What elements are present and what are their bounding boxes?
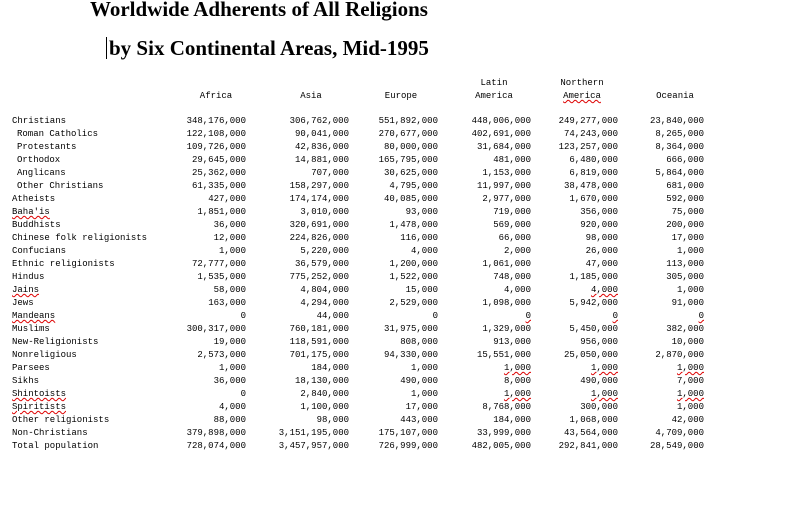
table-cell: 300,317,000 bbox=[186, 324, 246, 334]
table-cell: 58,000 bbox=[213, 285, 246, 295]
table-cell: 270,677,000 bbox=[378, 129, 438, 139]
table-cell: 25,050,000 bbox=[563, 350, 618, 360]
table-cell: 91,000 bbox=[671, 298, 704, 308]
table-cell: 1,000 bbox=[503, 363, 531, 373]
table-cell: 4,795,000 bbox=[389, 181, 438, 191]
table-cell: 29,645,000 bbox=[191, 155, 246, 165]
table-cell: 66,000 bbox=[498, 233, 531, 243]
table-cell: 666,000 bbox=[666, 155, 704, 165]
table-cell: 90,041,000 bbox=[294, 129, 349, 139]
table-cell: 1,200,000 bbox=[389, 259, 438, 269]
table-cell: 2,840,000 bbox=[300, 389, 349, 399]
row-label: New-Religionists bbox=[12, 337, 99, 347]
table-cell: 356,000 bbox=[580, 207, 618, 217]
table-cell: 44,000 bbox=[316, 311, 349, 321]
table-cell: 4,000 bbox=[218, 402, 246, 412]
table-cell: 1,153,000 bbox=[482, 168, 531, 178]
table-cell: 3,457,957,000 bbox=[278, 441, 349, 451]
subtitle-text: by Six Continental Areas, Mid-1995 bbox=[109, 36, 429, 60]
row-label: Christians bbox=[12, 116, 67, 126]
row-label: Jews bbox=[12, 298, 34, 308]
table-cell: 5,450,000 bbox=[569, 324, 618, 334]
table-row bbox=[12, 115, 704, 128]
row-label: Orthodox bbox=[17, 155, 61, 165]
row-label: Other Christians bbox=[17, 181, 104, 191]
table-cell: 1,329,000 bbox=[482, 324, 531, 334]
table-cell: 320,691,000 bbox=[289, 220, 349, 230]
table-cell: 40,085,000 bbox=[383, 194, 438, 204]
row-label: Confucians bbox=[12, 246, 67, 256]
table-row bbox=[12, 193, 704, 206]
table-cell: 23,840,000 bbox=[649, 116, 704, 126]
table-cell: 5,864,000 bbox=[655, 168, 704, 178]
table-cell: 38,478,000 bbox=[563, 181, 618, 191]
table-cell: 1,535,000 bbox=[197, 272, 246, 282]
table-cell: 4,804,000 bbox=[300, 285, 349, 295]
table-cell: 11,997,000 bbox=[476, 181, 531, 191]
table-cell: 6,480,000 bbox=[569, 155, 618, 165]
table-cell: 1,000 bbox=[218, 246, 246, 256]
table-cell: 98,000 bbox=[316, 415, 349, 425]
table-row bbox=[12, 401, 704, 414]
row-label: Ethnic religionists bbox=[12, 259, 115, 269]
table-cell: 14,881,000 bbox=[294, 155, 349, 165]
table-cell: 93,000 bbox=[405, 207, 438, 217]
table-cell: 1,000 bbox=[676, 363, 704, 373]
table-cell: 30,625,000 bbox=[383, 168, 438, 178]
row-label: Roman Catholics bbox=[17, 129, 99, 139]
table-cell: 8,364,000 bbox=[655, 142, 704, 152]
table-cell: 448,006,000 bbox=[471, 116, 531, 126]
col-header-oceania: Oceania bbox=[656, 91, 694, 101]
table-cell: 292,841,000 bbox=[558, 441, 618, 451]
table-cell: 1,100,000 bbox=[300, 402, 349, 412]
table-cell: 113,000 bbox=[666, 259, 704, 269]
col-header-europe: Europe bbox=[384, 91, 418, 101]
table-cell: 123,257,000 bbox=[558, 142, 618, 152]
table-row bbox=[12, 440, 704, 453]
table-cell: 2,977,000 bbox=[482, 194, 531, 204]
table-cell: 1,670,000 bbox=[569, 194, 618, 204]
table-cell: 42,836,000 bbox=[294, 142, 349, 152]
table-row bbox=[12, 128, 704, 141]
table-cell: 15,000 bbox=[405, 285, 438, 295]
table-cell: 760,181,000 bbox=[289, 324, 349, 334]
table-cell: 36,000 bbox=[213, 376, 246, 386]
table-row bbox=[12, 336, 704, 349]
table-row bbox=[12, 284, 704, 297]
table-cell: 443,000 bbox=[400, 415, 438, 425]
table-cell: 36,579,000 bbox=[294, 259, 349, 269]
table-cell: 348,176,000 bbox=[186, 116, 246, 126]
table-cell: 18,130,000 bbox=[294, 376, 349, 386]
table-cell: 249,277,000 bbox=[558, 116, 618, 126]
table-cell: 163,000 bbox=[208, 298, 246, 308]
table-cell: 43,564,000 bbox=[563, 428, 618, 438]
table-cell: 1,851,000 bbox=[197, 207, 246, 217]
table-row bbox=[12, 388, 704, 401]
table-row bbox=[12, 414, 704, 427]
table-cell: 28,549,000 bbox=[649, 441, 704, 451]
col-header-northern-america: Northern America bbox=[560, 78, 604, 101]
row-label: Anglicans bbox=[17, 168, 66, 178]
table-cell: 3,010,000 bbox=[300, 207, 349, 217]
row-label: Parsees bbox=[12, 363, 50, 373]
table-cell: 748,000 bbox=[493, 272, 531, 282]
table-cell: 175,107,000 bbox=[378, 428, 438, 438]
table-cell: 379,898,000 bbox=[186, 428, 246, 438]
table-cell: 681,000 bbox=[666, 181, 704, 191]
table-cell: 1,000 bbox=[676, 389, 704, 399]
row-label: Nonreligious bbox=[12, 350, 77, 360]
table-row bbox=[12, 310, 704, 323]
table-cell: 1,000 bbox=[218, 363, 246, 373]
table-cell: 4,000 bbox=[503, 285, 531, 295]
table-cell: 72,777,000 bbox=[191, 259, 246, 269]
table-cell: 1,000 bbox=[676, 285, 704, 295]
table-cell: 0 bbox=[612, 311, 618, 321]
col-header-latin-america: Latin America bbox=[475, 78, 513, 101]
religions-table bbox=[12, 115, 704, 453]
row-label: Muslims bbox=[12, 324, 50, 334]
table-cell: 707,000 bbox=[311, 168, 349, 178]
row-label: Mandeans bbox=[12, 311, 56, 321]
table-cell: 490,000 bbox=[580, 376, 618, 386]
table-cell: 1,061,000 bbox=[482, 259, 531, 269]
table-cell: 4,294,000 bbox=[300, 298, 349, 308]
table-cell: 8,768,000 bbox=[482, 402, 531, 412]
table-cell: 174,174,000 bbox=[289, 194, 349, 204]
page-title: Worldwide Adherents of All Religions bbox=[90, 0, 428, 21]
table-cell: 0 bbox=[432, 311, 438, 321]
table-cell: 427,000 bbox=[208, 194, 246, 204]
table-cell: 12,000 bbox=[213, 233, 246, 243]
table-cell: 61,335,000 bbox=[191, 181, 246, 191]
table-row bbox=[12, 349, 704, 362]
table-cell: 88,000 bbox=[213, 415, 246, 425]
table-cell: 1,068,000 bbox=[569, 415, 618, 425]
page-subtitle bbox=[106, 36, 429, 61]
table-cell: 19,000 bbox=[213, 337, 246, 347]
table-cell: 6,819,000 bbox=[569, 168, 618, 178]
table-cell: 1,000 bbox=[410, 363, 438, 373]
row-label: Buddhists bbox=[12, 220, 61, 230]
table-cell: 956,000 bbox=[580, 337, 618, 347]
table-cell: 10,000 bbox=[671, 337, 704, 347]
table-cell: 26,000 bbox=[585, 246, 618, 256]
table-cell: 1,098,000 bbox=[482, 298, 531, 308]
table-row bbox=[12, 206, 704, 219]
table-row bbox=[12, 154, 704, 167]
table-cell: 36,000 bbox=[213, 220, 246, 230]
table-cell: 305,000 bbox=[666, 272, 704, 282]
table-row bbox=[12, 219, 704, 232]
table-cell: 808,000 bbox=[400, 337, 438, 347]
table-cell: 4,000 bbox=[410, 246, 438, 256]
table-cell: 1,000 bbox=[676, 402, 704, 412]
table-cell: 1,522,000 bbox=[389, 272, 438, 282]
table-cell: 8,265,000 bbox=[655, 129, 704, 139]
table-cell: 1,000 bbox=[503, 389, 531, 399]
row-label: Total population bbox=[12, 441, 99, 451]
table-cell: 719,000 bbox=[493, 207, 531, 217]
row-label: Protestants bbox=[17, 142, 77, 152]
row-label: Non-Christians bbox=[12, 428, 88, 438]
table-cell: 569,000 bbox=[493, 220, 531, 230]
row-label: Sikhs bbox=[12, 376, 40, 386]
table-cell: 109,726,000 bbox=[186, 142, 246, 152]
table-cell: 4,709,000 bbox=[655, 428, 704, 438]
table-cell: 74,243,000 bbox=[563, 129, 618, 139]
table-cell: 7,000 bbox=[676, 376, 704, 386]
table-row bbox=[12, 245, 704, 258]
table-cell: 551,892,000 bbox=[378, 116, 438, 126]
table-cell: 42,000 bbox=[671, 415, 704, 425]
table-row bbox=[12, 375, 704, 388]
table-cell: 701,175,000 bbox=[289, 350, 349, 360]
row-label: Other religionists bbox=[12, 415, 110, 425]
table-cell: 1,000 bbox=[676, 246, 704, 256]
table-cell: 592,000 bbox=[666, 194, 704, 204]
table-cell: 25,362,000 bbox=[191, 168, 246, 178]
table-cell: 31,684,000 bbox=[476, 142, 531, 152]
table-row bbox=[12, 180, 704, 193]
table-cell: 165,795,000 bbox=[378, 155, 438, 165]
table-cell: 1,000 bbox=[590, 363, 618, 373]
table-cell: 200,000 bbox=[666, 220, 704, 230]
table-cell: 8,000 bbox=[503, 376, 531, 386]
table-cell: 15,551,000 bbox=[476, 350, 531, 360]
table-row bbox=[12, 167, 704, 180]
row-label: Chinese folk religionists bbox=[12, 233, 148, 243]
col-header-asia: Asia bbox=[300, 91, 322, 101]
table-cell: 1,000 bbox=[410, 389, 438, 399]
table-cell: 2,529,000 bbox=[389, 298, 438, 308]
table-cell: 116,000 bbox=[400, 233, 438, 243]
text-cursor bbox=[106, 37, 107, 59]
table-cell: 2,573,000 bbox=[197, 350, 246, 360]
table-cell: 728,074,000 bbox=[186, 441, 246, 451]
row-label: Shintoists bbox=[12, 389, 67, 399]
table-cell: 4,000 bbox=[590, 285, 618, 295]
col-header-africa: Africa bbox=[199, 91, 233, 101]
table-cell: 5,942,000 bbox=[569, 298, 618, 308]
table-cell: 118,591,000 bbox=[289, 337, 349, 347]
table-cell: 481,000 bbox=[493, 155, 531, 165]
table-cell: 184,000 bbox=[493, 415, 531, 425]
table-row bbox=[12, 271, 704, 284]
table-cell: 382,000 bbox=[666, 324, 704, 334]
table-cell: 913,000 bbox=[493, 337, 531, 347]
table-cell: 2,000 bbox=[503, 246, 531, 256]
table-cell: 94,330,000 bbox=[383, 350, 438, 360]
table-cell: 490,000 bbox=[400, 376, 438, 386]
table-cell: 122,108,000 bbox=[186, 129, 246, 139]
row-label: Hindus bbox=[12, 272, 45, 282]
table-row bbox=[12, 427, 704, 440]
table-cell: 402,691,000 bbox=[471, 129, 531, 139]
table-cell: 920,000 bbox=[580, 220, 618, 230]
table-row bbox=[12, 258, 704, 271]
table-cell: 0 bbox=[698, 311, 704, 321]
table-cell: 33,999,000 bbox=[476, 428, 531, 438]
table-cell: 482,005,000 bbox=[471, 441, 531, 451]
table-cell: 0 bbox=[240, 389, 246, 399]
table-cell: 17,000 bbox=[405, 402, 438, 412]
table-cell: 5,220,000 bbox=[300, 246, 349, 256]
table-row bbox=[12, 362, 704, 375]
table-cell: 0 bbox=[525, 311, 531, 321]
table-cell: 0 bbox=[240, 311, 246, 321]
table-cell: 775,252,000 bbox=[289, 272, 349, 282]
table-cell: 3,151,195,000 bbox=[278, 428, 349, 438]
table-cell: 75,000 bbox=[671, 207, 704, 217]
table-row bbox=[12, 297, 704, 310]
row-label: Atheists bbox=[12, 194, 56, 204]
table-cell: 300,000 bbox=[580, 402, 618, 412]
table-cell: 184,000 bbox=[311, 363, 349, 373]
table-row bbox=[12, 323, 704, 336]
row-label: Jains bbox=[12, 285, 40, 295]
table-cell: 98,000 bbox=[585, 233, 618, 243]
table-row bbox=[12, 141, 704, 154]
table-cell: 2,870,000 bbox=[655, 350, 704, 360]
table-cell: 158,297,000 bbox=[289, 181, 349, 191]
table-cell: 224,826,000 bbox=[289, 233, 349, 243]
table-row bbox=[12, 232, 704, 245]
table-cell: 80,000,000 bbox=[383, 142, 438, 152]
table-cell: 31,975,000 bbox=[383, 324, 438, 334]
table-cell: 1,478,000 bbox=[389, 220, 438, 230]
table-cell: 1,000 bbox=[590, 389, 618, 399]
row-label: Baha'is bbox=[12, 207, 50, 217]
table-cell: 726,999,000 bbox=[378, 441, 438, 451]
table-cell: 47,000 bbox=[585, 259, 618, 269]
table-cell: 306,762,000 bbox=[289, 116, 349, 126]
table-cell: 1,185,000 bbox=[569, 272, 618, 282]
row-label: Spiritists bbox=[12, 402, 67, 412]
table-cell: 17,000 bbox=[671, 233, 704, 243]
